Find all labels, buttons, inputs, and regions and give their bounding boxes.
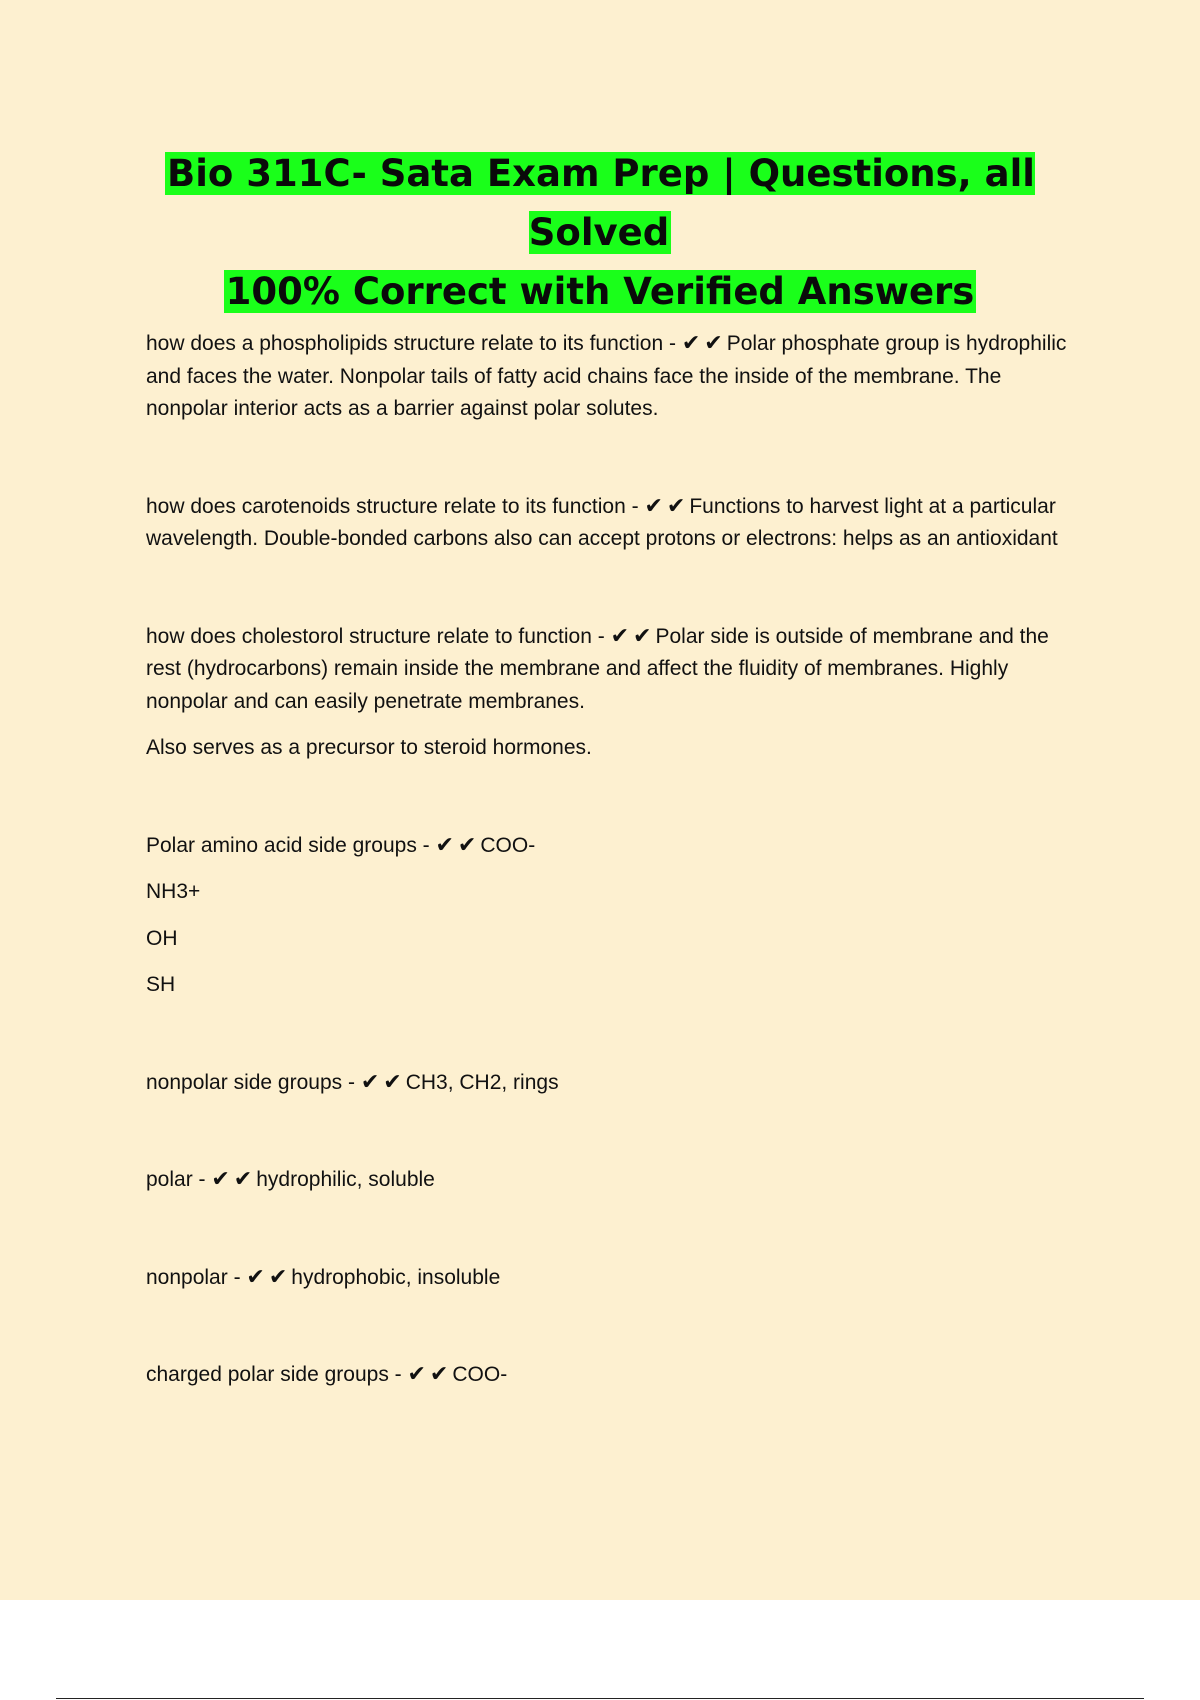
check-mark-icon: ✔✔ [681, 331, 727, 356]
question-text: how does a phospholipids structure relate to its function - [146, 332, 676, 355]
answer-text: Polar phosphate group is hydrophilic and faces the water. Nonpolar tails of fatty acid chains face the inside of the membrane. The nonpolar interior acts as a barrier against polar solutes. [146, 332, 1067, 420]
question-text: Polar amino acid side groups - [146, 833, 430, 857]
question-text: nonpolar side groups - [146, 1070, 355, 1094]
answer-text: COO- [480, 833, 536, 857]
qa-entry-polar [146, 1164, 1086, 1197]
answer-list-item: SH [146, 973, 176, 996]
answer-list-item: OH [146, 926, 178, 950]
answer-text: Polar side is outside of membrane and the rest (hydrocarbons) remain inside the membrane and affect the fluidity of membranes. Highly nonpolar and can easily penetrate membranes. [146, 624, 1049, 713]
qa-entry-cholesterol [146, 621, 1086, 719]
qa-entry-charged-polar-side-groups [146, 1359, 1086, 1392]
answer-text: CH3, CH2, rings [405, 1070, 559, 1094]
answer-extra-line: Also serves as a precursor to steroid hormones. [146, 736, 592, 759]
title-line-1: Bio 311C- Sata Exam Prep | Questions, all Solved [167, 152, 1035, 254]
qa-entry-polar-amino-acid-side-groups [146, 830, 1086, 863]
question-text: nonpolar - [146, 1265, 241, 1289]
title-line-2: 100% Correct with Verified Answers [225, 270, 975, 313]
check-mark-icon: ✔✔ [211, 1167, 257, 1192]
answer-list-item: NH3+ [146, 880, 201, 903]
check-mark-icon: ✔✔ [610, 623, 656, 649]
question-text: how does cholestorol structure relate to function - [146, 624, 605, 648]
check-mark-icon: ✔✔ [407, 1362, 453, 1387]
footer-divider [56, 1698, 1144, 1699]
qa-entry-carotenoids [146, 491, 1086, 556]
check-mark-icon: ✔✔ [644, 493, 690, 519]
qa-entry-nonpolar [146, 1262, 1086, 1295]
answer-text: COO- [452, 1363, 508, 1386]
qa-entry-nonpolar-side-groups [146, 1067, 1086, 1100]
question-text: how does carotenoids structure relate to its function - [146, 494, 639, 518]
page-title [100, 144, 1100, 321]
qa-entry-phospholipids [146, 328, 1086, 426]
answer-text: hydrophobic, insoluble [291, 1265, 501, 1289]
answer-text: hydrophilic, soluble [256, 1168, 435, 1191]
check-mark-icon: ✔✔ [360, 1069, 406, 1095]
check-mark-icon: ✔✔ [435, 832, 481, 858]
qa-list [146, 328, 1086, 1392]
answer-text: Functions to harvest light at a particular wavelength. Double-bonded carbons also can accept protons or electrons: helps as an antioxidant [146, 494, 1058, 550]
question-text: charged polar side groups - [146, 1363, 402, 1386]
question-text: polar - [146, 1168, 206, 1191]
check-mark-icon: ✔✔ [246, 1264, 292, 1290]
